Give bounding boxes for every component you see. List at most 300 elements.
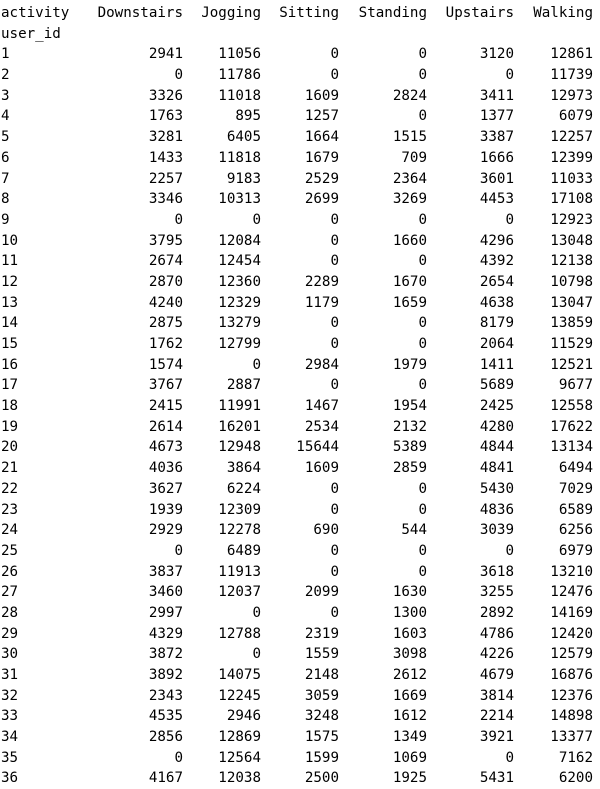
cell-walking: 12579 [550, 646, 593, 663]
cell-standing: 0 [418, 108, 427, 125]
cell-walking: 12973 [550, 87, 593, 104]
cell-upstairs: 3814 [479, 687, 514, 704]
row-index-user-id: 7 [1, 170, 10, 187]
row-index-user-id: 28 [1, 604, 19, 621]
table-row [0, 727, 600, 748]
column-header-sitting: Sitting [279, 5, 339, 21]
cell-standing: 1612 [392, 708, 427, 725]
row-index-user-id: 30 [1, 646, 19, 663]
cell-standing: 1670 [392, 273, 427, 290]
cell-standing: 0 [418, 253, 427, 270]
cell-standing: 1300 [392, 604, 427, 621]
cell-standing: 0 [418, 501, 427, 518]
cell-downstairs: 1762 [148, 336, 183, 352]
cell-walking: 13047 [550, 294, 593, 311]
row-index-user-id: 23 [1, 501, 19, 518]
cell-upstairs: 5430 [479, 480, 514, 497]
cell-walking: 13048 [550, 232, 593, 249]
cell-upstairs: 4226 [479, 646, 514, 663]
cell-standing: 1660 [392, 232, 427, 249]
table-row [0, 189, 600, 210]
column-header-upstairs: Upstairs [445, 5, 514, 21]
cell-sitting: 15644 [296, 439, 339, 456]
column-header-standing: Standing [358, 5, 427, 21]
cell-downstairs: 3281 [148, 129, 183, 146]
cell-upstairs: 2214 [479, 708, 514, 725]
column-header-walking: Walking [533, 5, 593, 21]
cell-downstairs: 3872 [148, 646, 183, 663]
cell-sitting: 2099 [304, 584, 339, 601]
cell-jogging: 12948 [218, 439, 261, 456]
table-row [0, 562, 600, 583]
cell-sitting: 1609 [304, 460, 339, 477]
cell-sitting: 2984 [304, 356, 339, 373]
columns-name-label: activity [1, 5, 70, 21]
row-index-user-id: 14 [1, 315, 19, 332]
cell-walking: 17622 [550, 418, 593, 435]
cell-standing: 1069 [392, 749, 427, 766]
cell-downstairs: 2870 [148, 273, 183, 290]
table-row [0, 479, 600, 500]
cell-upstairs: 1666 [479, 149, 514, 166]
table-row [0, 417, 600, 438]
row-index-user-id: 21 [1, 460, 19, 477]
cell-walking: 12138 [550, 253, 593, 270]
cell-downstairs: 3627 [148, 480, 183, 497]
cell-standing: 544 [401, 522, 427, 539]
cell-downstairs: 1574 [148, 356, 183, 373]
cell-downstairs: 2997 [148, 604, 183, 621]
cell-downstairs: 4240 [148, 294, 183, 311]
cell-standing: 2859 [392, 460, 427, 477]
cell-walking: 12861 [550, 46, 593, 63]
row-index-user-id: 1 [1, 46, 10, 63]
cell-sitting: 0 [330, 232, 339, 249]
table-row [0, 293, 600, 314]
cell-standing: 1603 [392, 625, 427, 642]
table-row [0, 313, 600, 334]
cell-downstairs: 0 [174, 211, 183, 228]
cell-jogging: 11786 [218, 67, 261, 84]
cell-upstairs: 3618 [479, 563, 514, 580]
cell-walking: 13134 [550, 439, 593, 456]
cell-upstairs: 3039 [479, 522, 514, 539]
row-index-user-id: 10 [1, 232, 19, 249]
row-index-user-id: 9 [1, 211, 10, 228]
cell-upstairs: 4280 [479, 418, 514, 435]
table-row [0, 706, 600, 727]
cell-downstairs: 3795 [148, 232, 183, 249]
row-index-user-id: 24 [1, 522, 19, 539]
row-index-user-id: 11 [1, 253, 19, 270]
cell-walking: 11529 [550, 336, 593, 352]
cell-downstairs: 4535 [148, 708, 183, 725]
cell-jogging: 12038 [218, 770, 261, 787]
cell-sitting: 1257 [304, 108, 339, 125]
cell-jogging: 6405 [226, 129, 261, 146]
table-row [0, 148, 600, 169]
row-index-user-id: 32 [1, 687, 19, 704]
cell-standing: 2132 [392, 418, 427, 435]
cell-sitting: 2319 [304, 625, 339, 642]
table-row [0, 686, 600, 707]
cell-walking: 13210 [550, 563, 593, 580]
cell-jogging: 895 [235, 108, 261, 125]
column-header-downstairs: Downstairs [97, 5, 183, 21]
cell-sitting: 2529 [304, 170, 339, 187]
cell-sitting: 2148 [304, 667, 339, 683]
cell-sitting: 0 [330, 253, 339, 270]
cell-downstairs: 0 [174, 67, 183, 84]
cell-downstairs: 1939 [148, 501, 183, 518]
table-row [0, 272, 600, 293]
cell-sitting: 1179 [304, 294, 339, 311]
cell-standing: 1515 [392, 129, 427, 146]
cell-jogging: 0 [252, 356, 261, 373]
cell-walking: 12521 [550, 356, 593, 373]
cell-jogging: 0 [252, 646, 261, 663]
cell-standing: 3269 [392, 191, 427, 208]
cell-downstairs: 4167 [148, 770, 183, 787]
row-index-user-id: 8 [1, 191, 10, 208]
cell-sitting: 3059 [304, 687, 339, 704]
cell-sitting: 3248 [304, 708, 339, 725]
cell-sitting: 690 [313, 522, 339, 539]
table-row [0, 520, 600, 541]
cell-standing: 2364 [392, 170, 427, 187]
dataframe-output [0, 3, 600, 789]
cell-downstairs: 4329 [148, 625, 183, 642]
cell-downstairs: 4036 [148, 460, 183, 477]
table-row [0, 355, 600, 376]
cell-walking: 6256 [558, 522, 593, 539]
cell-upstairs: 0 [505, 542, 514, 559]
cell-upstairs: 3411 [479, 87, 514, 104]
row-index-user-id: 12 [1, 273, 19, 290]
row-index-user-id: 29 [1, 625, 19, 642]
row-index-user-id: 4 [1, 108, 10, 125]
cell-jogging: 12564 [218, 749, 261, 766]
cell-upstairs: 4786 [479, 625, 514, 642]
cell-sitting: 0 [330, 542, 339, 559]
cell-jogging: 14075 [218, 667, 261, 683]
cell-downstairs: 1433 [148, 149, 183, 166]
cell-upstairs: 4836 [479, 501, 514, 518]
cell-standing: 0 [418, 315, 427, 332]
cell-jogging: 6224 [226, 480, 261, 497]
cell-upstairs: 4841 [479, 460, 514, 477]
cell-sitting: 1575 [304, 729, 339, 746]
row-index-user-id: 35 [1, 749, 19, 766]
index-name-label: user_id [1, 25, 61, 42]
cell-jogging: 0 [252, 604, 261, 621]
row-index-user-id: 27 [1, 584, 19, 601]
cell-downstairs: 3892 [148, 667, 183, 683]
column-header-row [0, 3, 600, 24]
table-row [0, 437, 600, 458]
table-row [0, 106, 600, 127]
cell-jogging: 6489 [226, 542, 261, 559]
cell-walking: 7029 [558, 480, 593, 497]
index-name-row [0, 24, 600, 45]
cell-jogging: 10313 [218, 191, 261, 208]
cell-standing: 1659 [392, 294, 427, 311]
cell-upstairs: 5689 [479, 377, 514, 394]
row-index-user-id: 5 [1, 129, 10, 146]
cell-sitting: 0 [330, 604, 339, 621]
cell-upstairs: 4638 [479, 294, 514, 311]
cell-upstairs: 4296 [479, 232, 514, 249]
cell-standing: 709 [401, 149, 427, 166]
cell-standing: 0 [418, 542, 427, 559]
table-row [0, 582, 600, 603]
row-index-user-id: 19 [1, 418, 19, 435]
cell-upstairs: 0 [505, 749, 514, 766]
table-row [0, 86, 600, 107]
cell-jogging: 2946 [226, 708, 261, 725]
cell-sitting: 1664 [304, 129, 339, 146]
cell-upstairs: 4453 [479, 191, 514, 208]
cell-sitting: 0 [330, 377, 339, 394]
row-index-user-id: 15 [1, 336, 19, 352]
table-body [0, 44, 600, 789]
cell-upstairs: 4392 [479, 253, 514, 270]
cell-downstairs: 2614 [148, 418, 183, 435]
cell-sitting: 1609 [304, 87, 339, 104]
cell-downstairs: 4673 [148, 439, 183, 456]
cell-walking: 6979 [558, 542, 593, 559]
cell-jogging: 12454 [218, 253, 261, 270]
cell-sitting: 0 [330, 315, 339, 332]
cell-walking: 10798 [550, 273, 593, 290]
cell-walking: 14169 [550, 604, 593, 621]
cell-standing: 0 [418, 46, 427, 63]
row-index-user-id: 26 [1, 563, 19, 580]
cell-standing: 0 [418, 480, 427, 497]
row-index-user-id: 13 [1, 294, 19, 311]
cell-sitting: 1679 [304, 149, 339, 166]
cell-sitting: 0 [330, 480, 339, 497]
cell-walking: 11033 [550, 170, 593, 187]
cell-sitting: 0 [330, 563, 339, 580]
cell-standing: 1954 [392, 398, 427, 415]
cell-standing: 2824 [392, 87, 427, 104]
table-row [0, 624, 600, 645]
cell-walking: 9677 [558, 377, 593, 394]
cell-upstairs: 4844 [479, 439, 514, 456]
row-index-user-id: 17 [1, 377, 19, 394]
cell-walking: 13377 [550, 729, 593, 746]
cell-walking: 6200 [558, 770, 593, 787]
row-index-user-id: 2 [1, 67, 10, 84]
cell-downstairs: 2343 [148, 687, 183, 704]
table-row [0, 334, 600, 355]
table-row [0, 44, 600, 65]
cell-jogging: 12245 [218, 687, 261, 704]
cell-downstairs: 2257 [148, 170, 183, 187]
row-index-user-id: 34 [1, 729, 19, 746]
table-row [0, 500, 600, 521]
cell-standing: 0 [418, 336, 427, 352]
row-index-user-id: 22 [1, 480, 19, 497]
cell-upstairs: 5431 [479, 770, 514, 787]
cell-downstairs: 1763 [148, 108, 183, 125]
cell-walking: 16876 [550, 667, 593, 683]
cell-downstairs: 2674 [148, 253, 183, 270]
cell-walking: 12476 [550, 584, 593, 601]
cell-downstairs: 0 [174, 749, 183, 766]
cell-downstairs: 2929 [148, 522, 183, 539]
row-index-user-id: 18 [1, 398, 19, 415]
cell-upstairs: 4679 [479, 667, 514, 683]
table-row [0, 251, 600, 272]
cell-walking: 17108 [550, 191, 593, 208]
cell-downstairs: 3837 [148, 563, 183, 580]
cell-upstairs: 1411 [479, 356, 514, 373]
cell-standing: 0 [418, 211, 427, 228]
table-row [0, 127, 600, 148]
cell-upstairs: 8179 [479, 315, 514, 332]
table-row [0, 210, 600, 231]
table-row [0, 644, 600, 665]
cell-walking: 11739 [550, 67, 593, 84]
cell-downstairs: 2875 [148, 315, 183, 332]
cell-sitting: 1599 [304, 749, 339, 766]
cell-sitting: 2534 [304, 418, 339, 435]
cell-upstairs: 1377 [479, 108, 514, 125]
row-index-user-id: 36 [1, 770, 19, 787]
cell-jogging: 12360 [218, 273, 261, 290]
cell-jogging: 11056 [218, 46, 261, 63]
cell-sitting: 2500 [304, 770, 339, 787]
cell-jogging: 12037 [218, 584, 261, 601]
cell-sitting: 0 [330, 46, 339, 63]
cell-walking: 6494 [558, 460, 593, 477]
cell-standing: 1630 [392, 584, 427, 601]
cell-upstairs: 0 [505, 67, 514, 84]
cell-downstairs: 2941 [148, 46, 183, 63]
table-row [0, 458, 600, 479]
table-row [0, 375, 600, 396]
cell-standing: 1669 [392, 687, 427, 704]
cell-downstairs: 3326 [148, 87, 183, 104]
row-index-user-id: 25 [1, 542, 19, 559]
cell-standing: 1979 [392, 356, 427, 373]
cell-jogging: 2887 [226, 377, 261, 394]
row-index-user-id: 31 [1, 667, 19, 683]
cell-sitting: 1467 [304, 398, 339, 415]
table-row [0, 169, 600, 190]
cell-walking: 12257 [550, 129, 593, 146]
cell-walking: 12399 [550, 149, 593, 166]
row-index-user-id: 16 [1, 356, 19, 373]
table-row [0, 396, 600, 417]
table-row [0, 603, 600, 624]
cell-jogging: 12799 [218, 336, 261, 352]
cell-walking: 12420 [550, 625, 593, 642]
cell-upstairs: 3387 [479, 129, 514, 146]
cell-walking: 12376 [550, 687, 593, 704]
cell-sitting: 2699 [304, 191, 339, 208]
row-index-user-id: 33 [1, 708, 19, 725]
cell-sitting: 0 [330, 501, 339, 518]
cell-upstairs: 2654 [479, 273, 514, 290]
cell-standing: 0 [418, 377, 427, 394]
cell-upstairs: 3120 [479, 46, 514, 63]
cell-upstairs: 3601 [479, 170, 514, 187]
cell-standing: 3098 [392, 646, 427, 663]
cell-jogging: 12084 [218, 232, 261, 249]
cell-jogging: 11018 [218, 87, 261, 104]
cell-upstairs: 2064 [479, 336, 514, 352]
cell-upstairs: 3921 [479, 729, 514, 746]
cell-downstairs: 3767 [148, 377, 183, 394]
row-index-user-id: 20 [1, 439, 19, 456]
cell-standing: 1925 [392, 770, 427, 787]
cell-jogging: 16201 [218, 418, 261, 435]
cell-jogging: 12869 [218, 729, 261, 746]
cell-upstairs: 0 [505, 211, 514, 228]
cell-standing: 5389 [392, 439, 427, 456]
cell-standing: 2612 [392, 667, 427, 683]
table-row [0, 748, 600, 769]
cell-sitting: 0 [330, 67, 339, 84]
cell-standing: 1349 [392, 729, 427, 746]
cell-standing: 0 [418, 563, 427, 580]
cell-downstairs: 3346 [148, 191, 183, 208]
cell-walking: 13859 [550, 315, 593, 332]
cell-jogging: 11991 [218, 398, 261, 415]
cell-jogging: 12309 [218, 501, 261, 518]
table-row [0, 665, 600, 686]
cell-downstairs: 2415 [148, 398, 183, 415]
row-index-user-id: 6 [1, 149, 10, 166]
cell-sitting: 0 [330, 336, 339, 352]
cell-jogging: 12329 [218, 294, 261, 311]
cell-downstairs: 3460 [148, 584, 183, 601]
cell-upstairs: 2892 [479, 604, 514, 621]
cell-downstairs: 0 [174, 542, 183, 559]
cell-jogging: 0 [252, 211, 261, 228]
column-header-jogging: Jogging [201, 5, 261, 21]
cell-jogging: 9183 [226, 170, 261, 187]
cell-walking: 12923 [550, 211, 593, 228]
row-index-user-id: 3 [1, 87, 10, 104]
cell-sitting: 2289 [304, 273, 339, 290]
cell-walking: 6079 [558, 108, 593, 125]
cell-walking: 14898 [550, 708, 593, 725]
cell-upstairs: 3255 [479, 584, 514, 601]
cell-sitting: 0 [330, 211, 339, 228]
cell-jogging: 11913 [218, 563, 261, 580]
cell-jogging: 11818 [218, 149, 261, 166]
cell-upstairs: 2425 [479, 398, 514, 415]
table-row [0, 768, 600, 789]
cell-jogging: 12278 [218, 522, 261, 539]
cell-walking: 7162 [558, 749, 593, 766]
cell-jogging: 3864 [226, 460, 261, 477]
table-row [0, 541, 600, 562]
table-row [0, 231, 600, 252]
cell-standing: 0 [418, 67, 427, 84]
cell-jogging: 12788 [218, 625, 261, 642]
cell-walking: 6589 [558, 501, 593, 518]
cell-sitting: 1559 [304, 646, 339, 663]
cell-walking: 12558 [550, 398, 593, 415]
cell-downstairs: 2856 [148, 729, 183, 746]
cell-jogging: 13279 [218, 315, 261, 332]
table-row [0, 65, 600, 86]
